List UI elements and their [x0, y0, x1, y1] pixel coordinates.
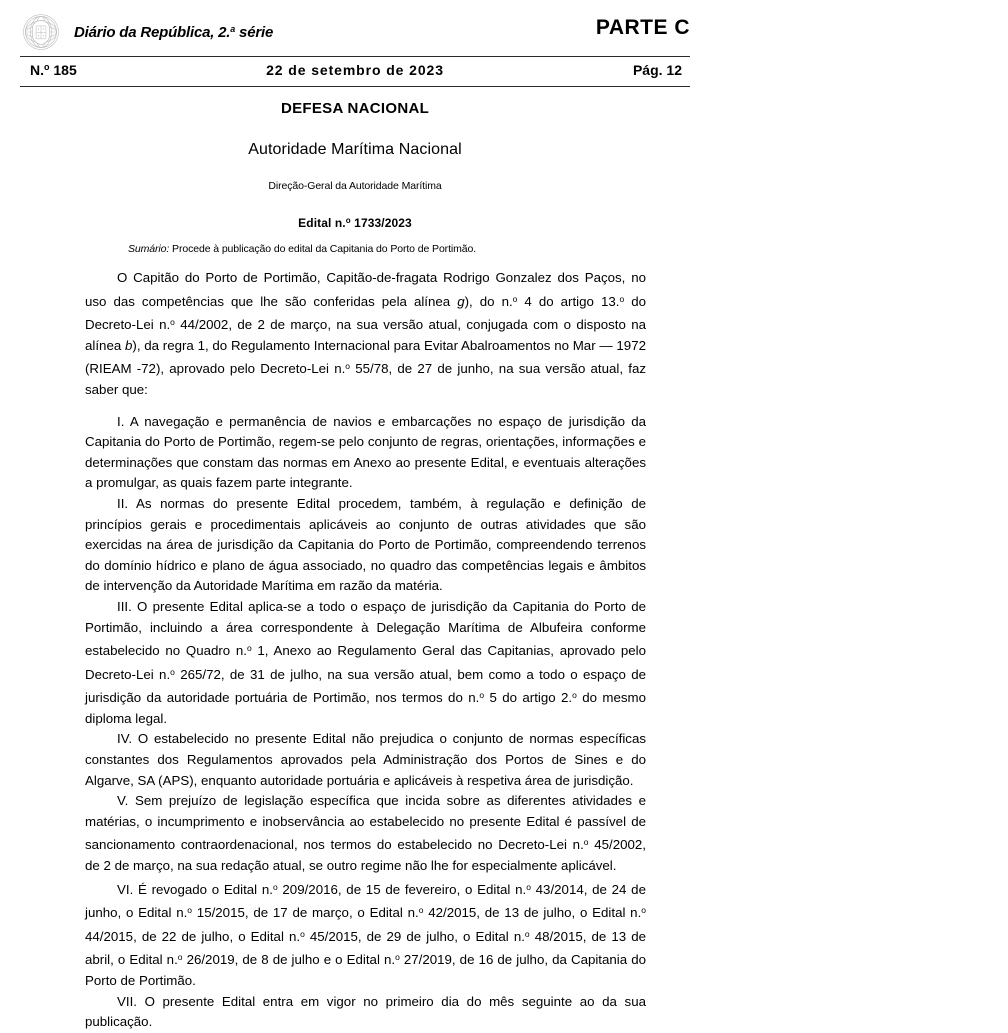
issue-number-prefix: N. [30, 62, 44, 78]
issue-bar [20, 60, 690, 84]
paragraph-clause-4: IV. O estabelecido no presente Edital não prejudica o conjunto de normas específicas constantes dos Regulamentos aprovados pela Administração dos Portos de Sines e do Algarve, SA (APS), enquanto autoridade portuária e aplicáveis à respetiva área de jurisdição. [85, 731, 646, 788]
summary-text: Procede à publicação do edital da Capitania do Porto de Portimão. [169, 243, 477, 255]
summary-line [128, 243, 668, 255]
publication-title-ordinal: a [230, 23, 236, 34]
publication-title-main: Diário da República, 2. [74, 23, 231, 41]
document-body [85, 268, 646, 1033]
masthead [20, 10, 690, 54]
issue-number-value: 185 [49, 62, 77, 78]
publication-title-series: série [235, 23, 274, 41]
header-rule-bottom [20, 86, 690, 87]
portugal-coat-of-arms-emblem [22, 13, 60, 51]
paragraph-clause-7: VII. O presente Edital entra em vigor no primeiro dia do mês seguinte ao da sua publicação. [85, 993, 646, 1030]
organization-heading: Autoridade Marítima Nacional [248, 141, 462, 158]
department-heading: DEFESA NACIONAL [280, 100, 430, 117]
document-type-prefix: Edital n. [298, 216, 346, 230]
issue-date: 22 de setembro de 2023 [266, 62, 444, 78]
header-rule-top [20, 56, 690, 57]
paragraph-clause-3: III. O presente Edital aplica-se a todo o espaço de jurisdição da Capitania do Porto de Portimão, incluindo a área correspondente à Delegação Marítima de Albufeira conforme estabelecido no Quadro n.$^o$ 1, Anexo ao Regulamento Geral das Capitanias, aprovado pelo Decreto-Lei n.$^o$ 265/72, de 31 de julho, na sua versão atual, bem como a todo o espaço de jurisdição da autoridade portuária de Portimão, nos termos do n.$^o$ 5 do artigo 2.$^o$ do mesmo diploma legal. [85, 598, 646, 726]
paragraph-clause-6: VI. É revogado o Edital n.$^o$ 209/2016, de 15 de fevereiro, o Edital n.$^o$ 43/2014, de 24 de junho, o Edital n.$^o$ 15/2015, de 17 de março, o Edital n.$^o$ 42/2015, de 13 de julho, o Edital n.$^o$ 44/2015, de 22 de julho, o Edital n.$^o$ 45/2015, de 29 de julho, o Edital n.$^o$ 48/2015, de 13 de abril, o Edital n.$^o$ 26/2019, de 8 de julho e o Edital n.$^o$ 27/2019, de 16 de julho, da Capitania do Porto de Portimão. [85, 881, 647, 988]
sub-organization-heading: Direção-Geral da Autoridade Marítima [268, 180, 442, 192]
document-type-heading [20, 216, 690, 230]
publication-title [74, 24, 273, 41]
paragraph-preamble: O Capitão do Porto de Portimão, Capitão-de-fragata Rodrigo Gonzalez dos Paços, no uso das competências que lhe são conferidas pela alínea g), do n.$^o$ 4 do artigo 13.$^o$ do Decreto-Lei n.$^o$ 44/2002, de 2 de março, na sua versão atual, conjugada com o disposto na alínea b), da regra 1, do Regulamento Internacional para Evitar Abalroamentos no Mar — 1972 (RIEAM -72), aprovado pelo Decreto-Lei n.$^o$ 55/78, de 27 de junho, na sua versão atual, faz saber que: [85, 270, 646, 397]
document-type-number: 1733/2023 [350, 216, 412, 230]
paragraph-clause-1: I. A navegação e permanência de navios e embarcações no espaço de jurisdição da Capitania do Porto de Portimão, regem-se pelo conjunto de regras, orientações, informações e determinações que constam das normas em Anexo ao presente Edital, e eventuais alterações a promulgar, as quais fazem parte integrante. [85, 413, 646, 491]
issue-number-ordinal: o [44, 62, 50, 72]
title-block [20, 96, 690, 230]
paragraph-clause-5: V. Sem prejuízo de legislação específica que incida sobre as diferentes atividades e matérias, o incumprimento e inobservância ao estabelecido no presente Edital é passível de sancionamento contraordenacional, nos termos do estabelecido no Decreto-Lei n.$^o$ 45/2002, de 2 de março, na sua redação atual, se outro regime não lhe for especialmente aplicável. [85, 793, 646, 874]
paragraph-clause-2: II. As normas do presente Edital procedem, também, à regulação e definição de princípios gerais e procedimentais aplicáveis ao conjunto de outras atividades que são exercidas na área de jurisdição da Capitania do Porto de Portimão, compreendendo terrenos do domínio hídrico e plano de água associado, no quadro das competências legais e âmbitos de intervenção da Autoridade Marítima em razão da matéria. [85, 495, 646, 594]
summary-label: Sumário: [128, 243, 170, 255]
part-label: PARTE C [595, 16, 690, 39]
page-number: Pág. 12 [632, 62, 682, 78]
document-type-ordinal: o [345, 216, 351, 225]
